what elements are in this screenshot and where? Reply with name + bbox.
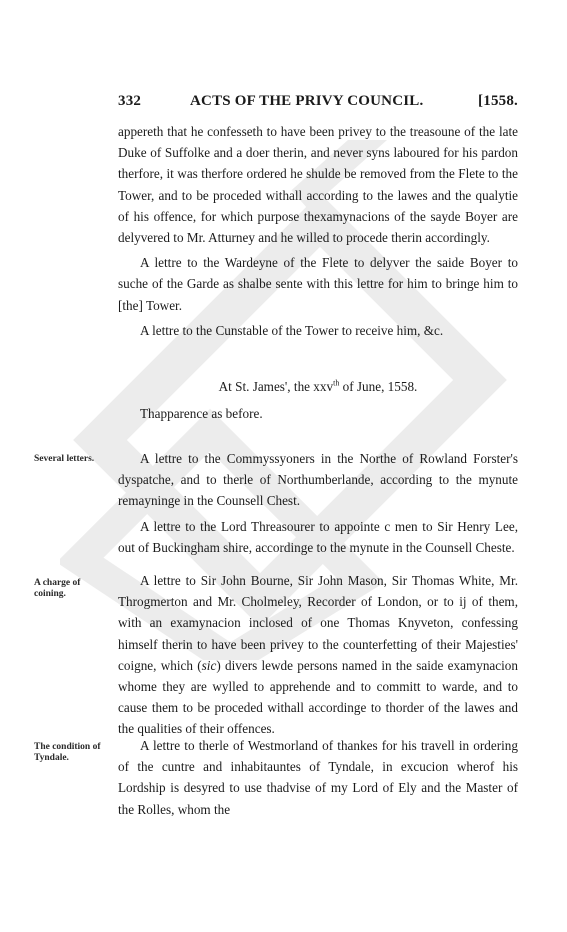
paragraph-threasourer: A lettre to the Lord Threasourer to appointe c men to Sir Henry Lee, out of Buckingham shire, accordinge to the mynute in the Counsell Cheste.	[118, 518, 518, 555]
body-block-3	[118, 570, 518, 740]
paragraph-westmorland: A lettre to therle of Westmorland of thankes for his travell in ordering of the cuntre and inhabitauntes of Tyndale, in excucion wherof his Lordship is desyred to use thadvise of my Lord of Ely and the Master of the Rolles, whom the	[118, 738, 518, 817]
page-number: 332	[118, 93, 142, 109]
header-year: [1558.	[478, 93, 518, 109]
body-block-4	[118, 735, 518, 820]
body-block-1	[118, 121, 518, 341]
margin-note-coining: A charge of coining.	[34, 578, 81, 599]
attendance-line: Thapparence as before.	[140, 406, 263, 421]
paragraph-continuation: appereth that he confesseth to have been privey to the treasoune of the late Duke of Suffolke and a doer therin, and never syns laboured for his pardon therfore, it was therfore ordered he shulde be removed from the Flete to the Tower, and to be proceded withall according to the lawes and the qualytie of his offence, for which purpose thexamynacions of the sayde Boyer are delyvered to Mr. Atturney and he willed to procede therin accordingly.	[118, 124, 518, 246]
meeting-heading	[118, 373, 518, 398]
paragraph-tower-letter: A lettre to the Cunstable of the Tower to receive him, &c.	[140, 322, 444, 338]
paragraph-fleet-letter: A lettre to the Wardeyne of the Flete to delyver the saide Boyer to suche of the Garde as shalbe sente with this lettre for him to bringe him to [the] Tower.	[118, 255, 518, 313]
running-title: ACTS OF THE PRIVY COUNCIL.	[190, 93, 424, 109]
meeting-place-date: At St. James', the xxv$^{th}$ of June, 1558.	[218, 379, 418, 395]
body-block-2	[118, 448, 518, 558]
margin-note-tyndale: The condition of Tyndale.	[34, 742, 101, 763]
paragraph-commissioners: A lettre to the Commyssyoners in the Northe of Rowland Forster's dyspatche, and to therle of Northumberlande, according to the mynute remayninge in the Counsell Chest.	[118, 451, 518, 509]
paragraph-coining-letter: A lettre to Sir John Bourne, Sir John Mason, Sir Thomas White, Mr. Throgmerton and Mr. Cholmeley, Recorder of London, or to ij of them, with an examynacion inclosed of one Thomas Knyveton, confessing himself therin to have been privey to the counterfetting of their Majesties' coigne, which (sic) divers lewde persons named in the saide examynacion whome they are wylled to apprehende and to committ to warde, and to cause them to be proceded withall accordinge to thorder of the lawes and the qualities of their offences.	[118, 573, 518, 737]
margin-note-several-letters: Several letters.	[34, 454, 95, 464]
running-header	[118, 93, 518, 111]
